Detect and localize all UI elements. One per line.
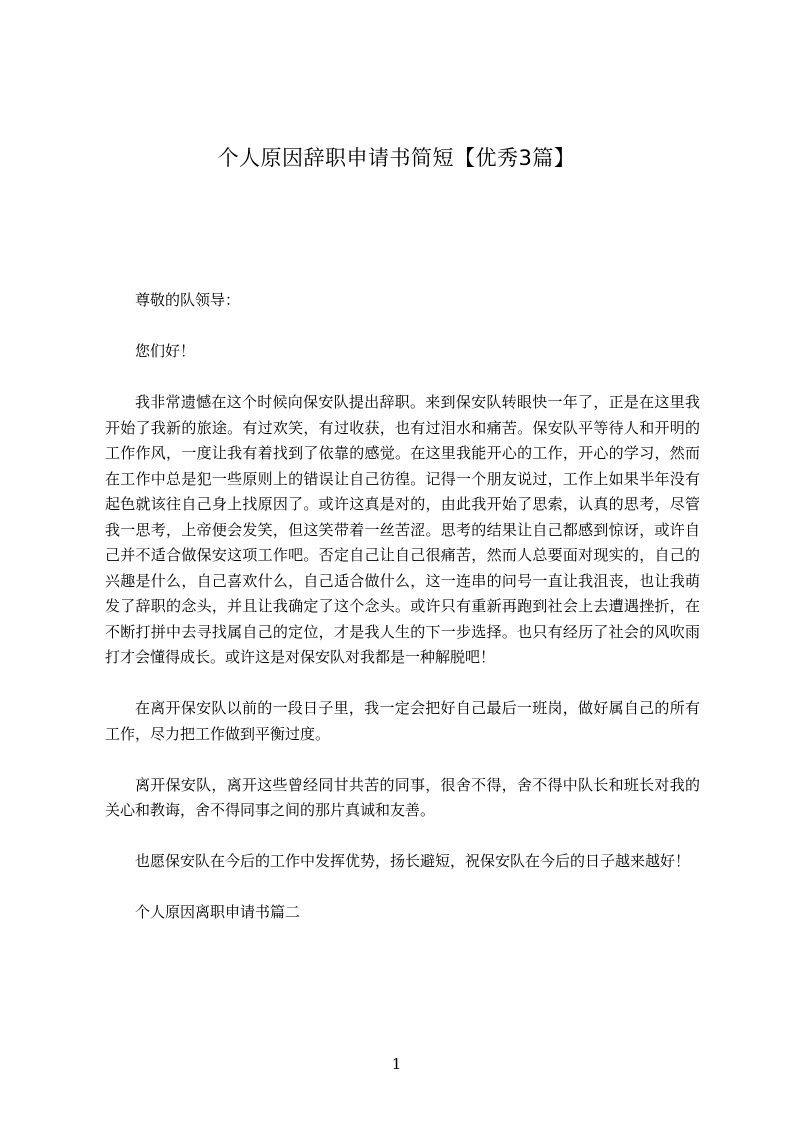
greeting: 您们好！ xyxy=(135,342,196,360)
body-paragraph: 我非常遗憾在这个时候向保安队提出辞职。来到保安队转眼快一年了，正是在这里我开始了我新的旅途。有过欢笑，有过收获，也有过泪水和痛苦。保安队平等待人和开明的工作作风，一度让我有着找到了依靠的感觉。在这里我能开心的工作，开心的学习，然而在工作中总是犯一些原则上的错误让自己彷徨。记得一个朋友说过，工作上如果半年没有起色就该往自己身上找原因了。或许这真是对的，由此我开始了思索，认真的思考，尽管我一思考，上帝便会发笑，但这笑带着一丝苦涩。思考的结果让自己都感到惊讶，或许自己并不适合做保安这项工作吧。否定自己让自己很痛苦，然而人总要面对现实的，自己的兴趣是什么，自己喜欢什么，自己适合做什么，这一连串的问号一直让我沮丧，也让我萌发了辞职的念头，并且让我确定了这个念头。或许只有重新再跑到社会上去遭遇挫折，在不断打拼中去寻找属自己的定位，才是我人生的下一步选择。也只有经历了社会的风吹雨打才会懂得成长。或许这是对保安队对我都是一种解脱吧！ xyxy=(105,393,700,666)
page-number: 1 xyxy=(391,1055,402,1073)
section-heading: 个人原因离职申请书篇二 xyxy=(135,903,301,921)
salutation: 尊敬的队领导： xyxy=(135,291,241,309)
body-paragraph: 离开保安队，离开这些曾经同甘共苦的同事，很舍不得，舍不得中队长和班长对我的关心和教诲，舍不得同事之间的那片真诚和友善。 xyxy=(105,775,700,819)
closing-paragraph: 也愿保安队在今后的工作中发挥优势，扬长避短，祝保安队在今后的日子越来越好！ xyxy=(135,852,691,870)
body-paragraph: 在离开保安队以前的一段日子里，我一定会把好自己最后一班岗，做好属自己的所有工作，尽力把工作做到平衡过度。 xyxy=(105,699,700,743)
document-title: 个人原因辞职申请书简短【优秀3篇】 xyxy=(217,146,576,170)
document-body xyxy=(105,288,700,951)
